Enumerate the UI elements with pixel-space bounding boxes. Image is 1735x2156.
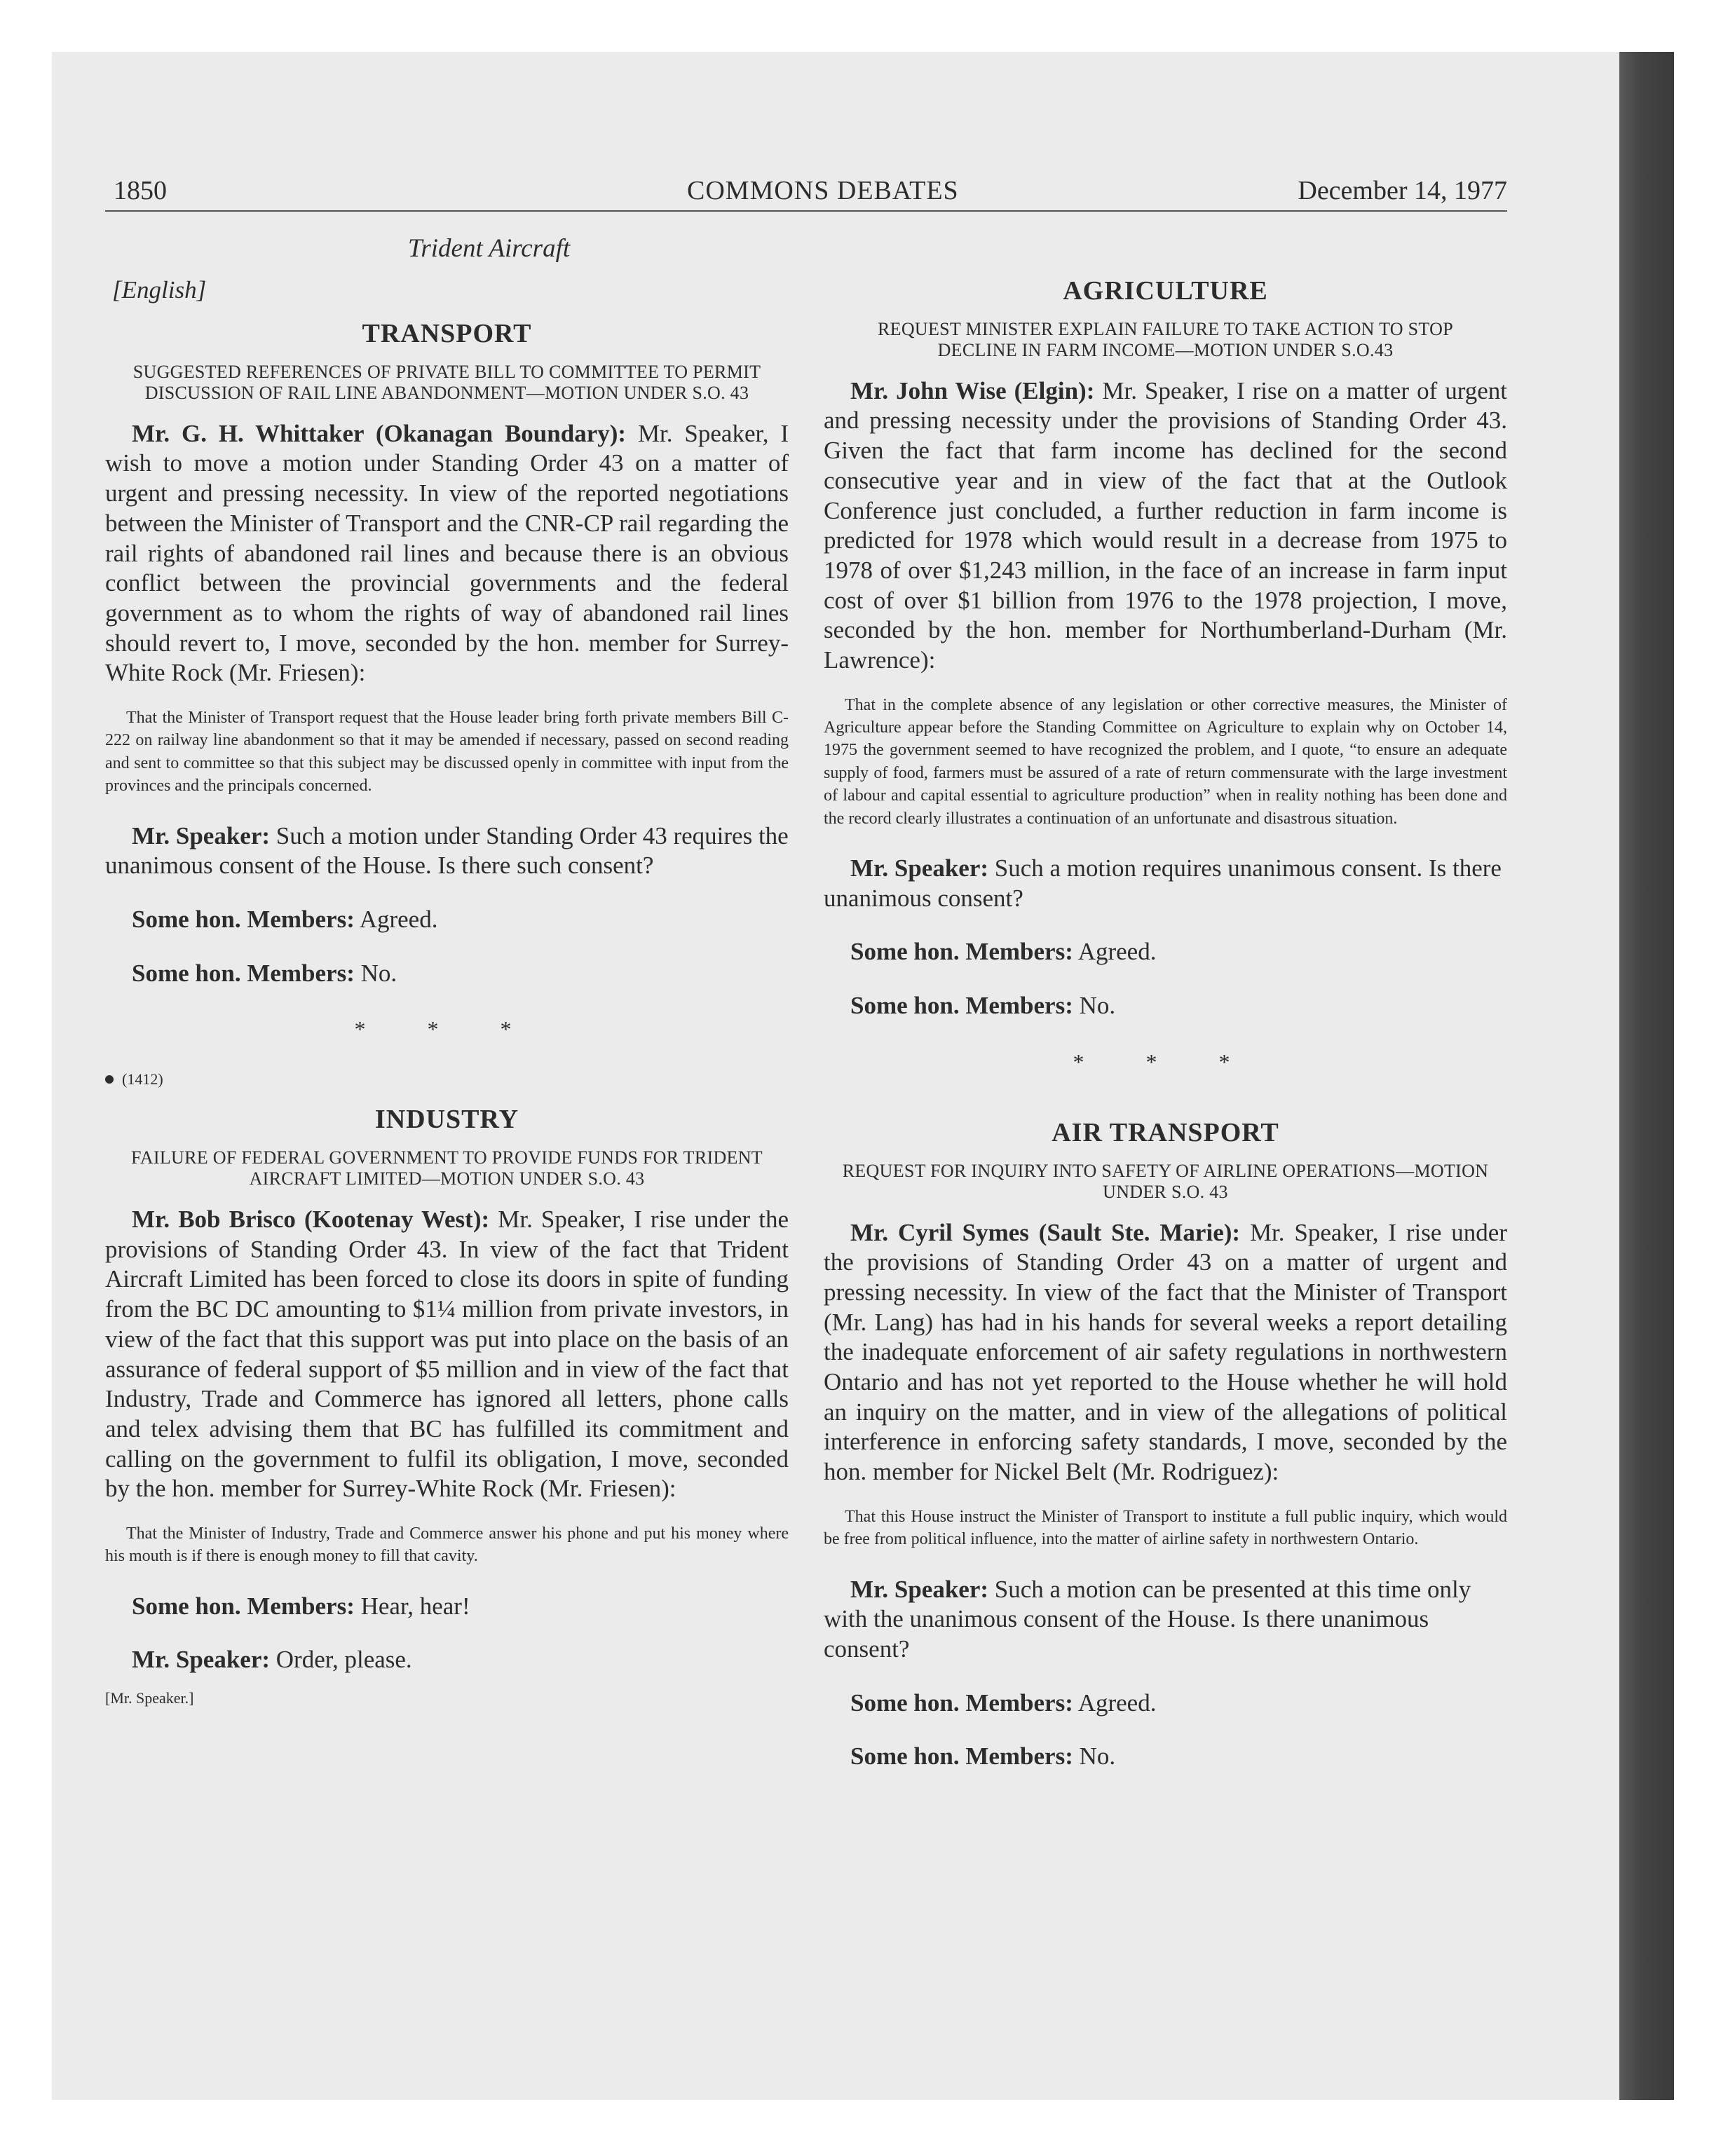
speaker-name: Mr. Speaker: — [850, 854, 989, 882]
speech-text: Agreed. — [1077, 1688, 1157, 1717]
speech-members-agreed — [824, 1688, 1507, 1719]
section-divider-stars: * * * — [354, 1016, 540, 1042]
paragraph-whittaker — [105, 419, 789, 688]
subhead-industry: FAILURE OF FEDERAL GOVERNMENT TO PROVIDE FUNDS FOR TRIDENT AIRCRAFT LIMITED—MOTION UNDER S.O. 43 — [131, 1147, 763, 1189]
speech-text: Such a motion requires unanimous consent. Is there unanimous consent? — [824, 854, 1502, 912]
motion-quote-industry: That the Minister of Industry, Trade and Commerce answer his phone and put his money where his mouth is if there is enough money to fill that cavity. — [105, 1524, 789, 1566]
speaker-name: Some hon. Members: — [132, 959, 355, 987]
speaker-name: Some hon. Members: — [850, 992, 1073, 1020]
speaker-name: Mr. Speaker: — [850, 1575, 989, 1603]
page-date: December 14, 1977 — [1298, 176, 1507, 205]
speaker-name: Some hon. Members: — [850, 938, 1073, 966]
section-title-agriculture: AGRICULTURE — [1063, 276, 1268, 306]
speech-text: No. — [360, 959, 397, 987]
left-column — [105, 221, 789, 1707]
speech-speaker-air — [824, 1575, 1507, 1665]
motion-quote-agriculture: That in the complete absence of any legislation or other corrective measures, the Minister of Agriculture appear before the Standing Committee on Agriculture to explain why on October 14, 1975 the government seemed to have recognized the problem, and I quote, “to ensure an adequate supply of food, farmers must be assured of a rate of return commensurate with the large investment of labour and capital essential to agriculture production” when in reality nothing has been done and the record clearly illustrates a continuation of an unfortunate and disastrous situation. — [824, 695, 1507, 828]
right-column — [824, 221, 1507, 1796]
bullet-icon — [105, 1075, 114, 1084]
language-tag: [English] — [112, 276, 207, 303]
speech-members-no — [105, 959, 789, 989]
paragraph-brisco — [105, 1205, 789, 1504]
speech-members-hear — [105, 1592, 789, 1622]
motion-quote-air-transport: That this House instruct the Minister of Transport to institute a full public inquiry, which would be free from political influence, into the matter of airline safety in northwestern Ontario. — [824, 1507, 1507, 1549]
speech-text: Mr. Speaker, I rise under the provisions of Standing Order 43. In view of the fact that Trident Aircraft Limited has been forced to close its doors in spite of funding from the BC DC amounting to $1¼ million from private investors, in view of the fact that this support was put into place on the basis of an assurance of federal support of $5 million and in view of the fact that Industry, Trade and Commerce has ignored all letters, phone calls and telex advising them that BC has fulfilled its commitment and calling on the government to fulfil its obligation, I move, seconded by the hon. member for Surrey-White Rock (Mr. Friesen): — [105, 1206, 789, 1503]
speech-text: Hear, hear! — [360, 1592, 470, 1620]
speech-members-agreed — [105, 905, 789, 935]
speech-speaker-order — [105, 1645, 789, 1675]
speech-speaker-agriculture — [824, 854, 1507, 913]
speech-text: No. — [1079, 1742, 1116, 1770]
page-number: 1850 — [114, 176, 167, 205]
speech-members-agreed — [824, 937, 1507, 967]
speaker-name: Mr. Cyril Symes (Sault Ste. Marie): — [850, 1218, 1241, 1246]
speech-members-no — [824, 991, 1507, 1021]
time-marker-text: (1412) — [122, 1070, 163, 1089]
speaker-name: Mr. G. H. Whittaker (Okanagan Boundary): — [132, 419, 627, 447]
speech-text: Mr. Speaker, I rise on a matter of urgent and pressing necessity under the provisions of Standing Order 43. Given the fact that farm income has declined for the second consecutive year and in view of the fact that at the Outlook Conference just concluded, a further reduction in farm income is predicted for 1978 which would result in a decrease from 1975 to 1978 of over $1,243 million, in the face of an increase in farm input cost of over $1 billion from 1976 to the 1978 projection, I move, seconded by the hon. member for Northumberland-Durham (Mr. Lawrence): — [824, 376, 1508, 674]
speech-text: Agreed. — [1077, 938, 1157, 966]
motion-quote-transport: That the Minister of Transport request that the House leader bring forth private members Bill C-222 on railway line abandonment so that it may be amended if necessary, passed on second reading and sent to committee so that this subject may be discussed openly in committee with input from the provinces and the principals concerned. — [105, 708, 789, 796]
section-divider-stars: * * * — [1073, 1049, 1258, 1074]
speaker-name: Some hon. Members: — [132, 905, 355, 933]
speaker-name: Mr. Bob Brisco (Kootenay West): — [132, 1206, 490, 1234]
continuation-tag: [Mr. Speaker.] — [105, 1689, 194, 1707]
speech-text: Such a motion can be presented at this time only with the unanimous consent of the House. Is there unanimous consent? — [824, 1575, 1471, 1663]
speech-speaker-transport — [105, 821, 789, 881]
speech-text: Such a motion under Standing Order 43 requires the unanimous consent of the House. Is there such consent? — [105, 821, 789, 880]
section-title-transport: TRANSPORT — [362, 319, 532, 348]
publication-title: COMMONS DEBATES — [687, 176, 959, 205]
speech-text: Mr. Speaker, I wish to move a motion under Standing Order 43 on a matter of urgent and pressing necessity. In view of the reported negotiations between the Minister of Transport and the CNR-CP rail regarding the rail rights of abandoned rail lines and because there is an obvious conflict between the provincial governments and the federal government as to whom the rights of way of abandoned rail lines should revert to, I move, seconded by the hon. member for Surrey-White Rock (Mr. Friesen): — [105, 419, 789, 687]
page-header — [105, 168, 1507, 212]
speaker-name: Some hon. Members: — [850, 1688, 1073, 1717]
running-title: Trident Aircraft — [407, 234, 571, 263]
speaker-name: Mr. John Wise (Elgin): — [850, 376, 1095, 404]
subhead-air-transport: REQUEST FOR INQUIRY INTO SAFETY OF AIRLINE OPERATIONS—MOTION UNDER S.O. 43 — [842, 1160, 1489, 1202]
subhead-transport: SUGGESTED REFERENCES OF PRIVATE BILL TO COMMITTEE TO PERMIT DISCUSSION OF RAIL LINE ABANDONMENT—MOTION UNDER S.O. 43 — [132, 362, 761, 403]
scan-edge-shadow — [1619, 52, 1674, 2100]
speech-members-no — [824, 1742, 1507, 1772]
speech-text: No. — [1079, 992, 1116, 1020]
paragraph-wise — [824, 376, 1507, 676]
speech-text: Mr. Speaker, I rise under the provisions of Standing Order 43 on a matter of urgent and pressing necessity. In view of the fact that the Minister of Transport (Mr. Lang) has had in his hands for several weeks a report detailing the inadequate enforcement of air safety regulations in northwestern Ontario and has not yet reported to the House whether he will hold an inquiry on the matter, and in view of the allegations of political interference in enforcing safety standards, I move, seconded by the hon. member for Nickel Belt (Mr. Rodriguez): — [824, 1218, 1507, 1486]
section-title-industry: INDUSTRY — [374, 1105, 519, 1135]
paragraph-symes — [824, 1218, 1507, 1487]
speaker-name: Some hon. Members: — [132, 1592, 355, 1620]
section-title-air-transport: AIR TRANSPORT — [1052, 1117, 1279, 1147]
speaker-name: Mr. Speaker: — [132, 1646, 271, 1674]
speech-text: Agreed. — [359, 905, 438, 933]
speaker-name: Mr. Speaker: — [132, 821, 271, 850]
speaker-name: Some hon. Members: — [850, 1742, 1073, 1770]
speech-text: Order, please. — [275, 1646, 412, 1674]
time-marker — [105, 1070, 789, 1089]
subhead-agriculture: REQUEST MINISTER EXPLAIN FAILURE TO TAKE ACTION TO STOP DECLINE IN FARM INCOME—MOTION UNDER S.O.43 — [878, 319, 1453, 360]
